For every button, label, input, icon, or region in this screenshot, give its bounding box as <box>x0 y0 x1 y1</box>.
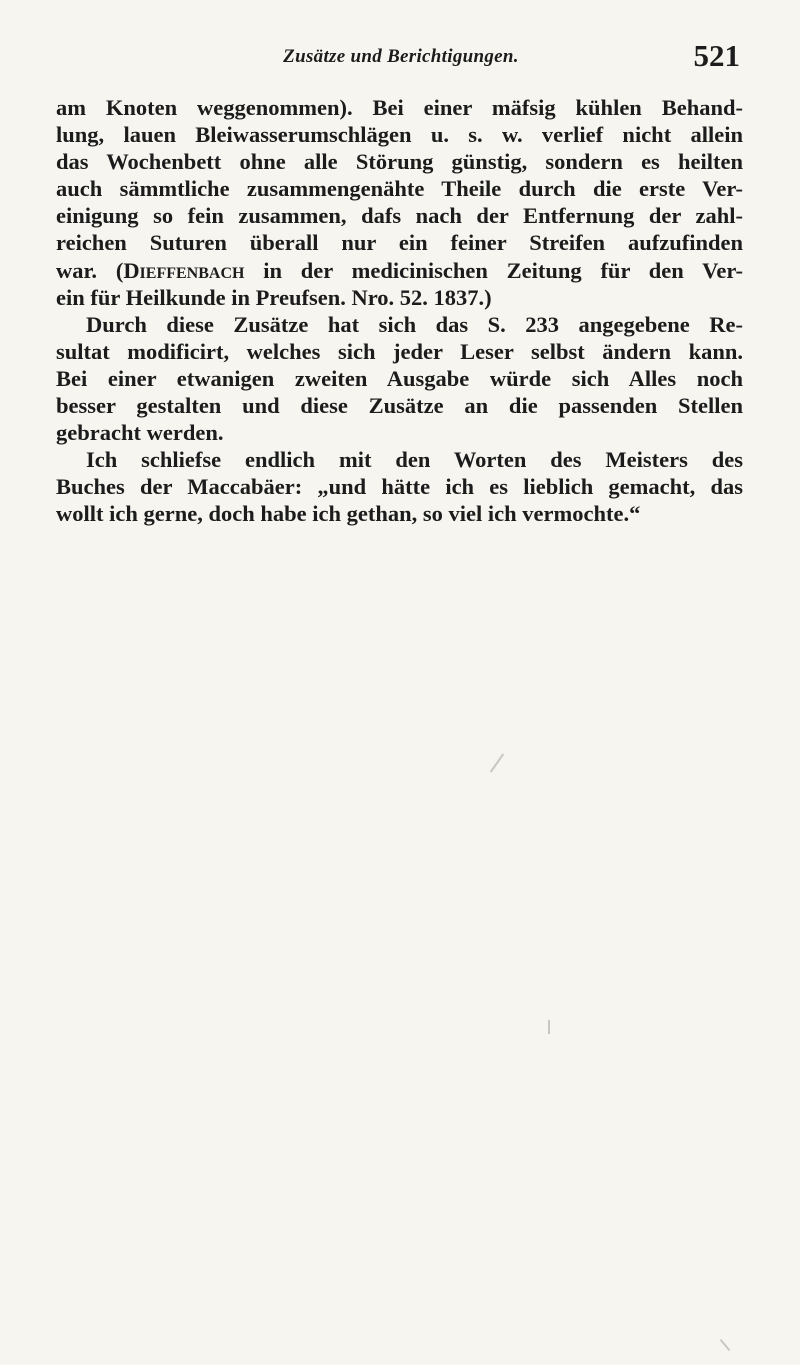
text-line: auch sämmtliche zusammengenähte Theile durch die erste Ver- <box>56 176 743 202</box>
text-line: besser gestalten und diese Zusätze an die passenden Stellen <box>56 393 743 419</box>
text-line: Ich schliefse endlich mit den Worten des Meisters des <box>86 447 743 473</box>
page-number: 521 <box>693 38 740 73</box>
text-line: das Wochenbett ohne alle Störung günstig, sondern es heilten <box>56 149 743 175</box>
author-name: Dieffenbach <box>123 257 245 283</box>
text-line: Durch diese Zusätze hat sich das S. 233 angegebene Re- <box>86 311 743 337</box>
text-line: einigung so fein zusammen, dafs nach der Entfernung der zahl- <box>56 203 743 229</box>
text-line: Bei einer etwanigen zweiten Ausgabe würde sich Alles noch <box>56 365 743 391</box>
paper-speck <box>490 753 504 772</box>
text-line: lung, lauen Bleiwasserumschlägen u. s. w. verlief nicht allein <box>56 122 743 148</box>
paper-speck <box>720 1339 731 1351</box>
body-text <box>56 94 743 528</box>
running-title: Zusätze und Berichtigungen. <box>283 46 519 67</box>
text-line: am Knoten weggenommen). Bei einer mäfsig kühlen Behand- <box>56 95 743 120</box>
text-line: wollt ich gerne, doch habe ich gethan, so viel ich vermochte.“ <box>56 501 641 527</box>
text-line: gebracht werden. <box>56 420 224 446</box>
text-line: ein für Heilkunde in Preufsen. Nro. 52. 1837.) <box>56 284 492 310</box>
paper-speck <box>548 1020 550 1034</box>
citation-source: in der medicinischen Zeitung für den Ver- <box>244 257 743 283</box>
page-header <box>56 40 746 84</box>
text-line-citation <box>56 257 743 284</box>
citation-open: war. ( <box>56 257 124 283</box>
text-line: sultat modificirt, welches sich jeder Leser selbst ändern kann. <box>56 338 743 364</box>
text-line: Buches der Maccabäer: „und hätte ich es lieblich gemacht, das <box>56 474 743 500</box>
text-line: reichen Suturen überall nur ein feiner Streifen aufzufinden <box>56 230 743 256</box>
